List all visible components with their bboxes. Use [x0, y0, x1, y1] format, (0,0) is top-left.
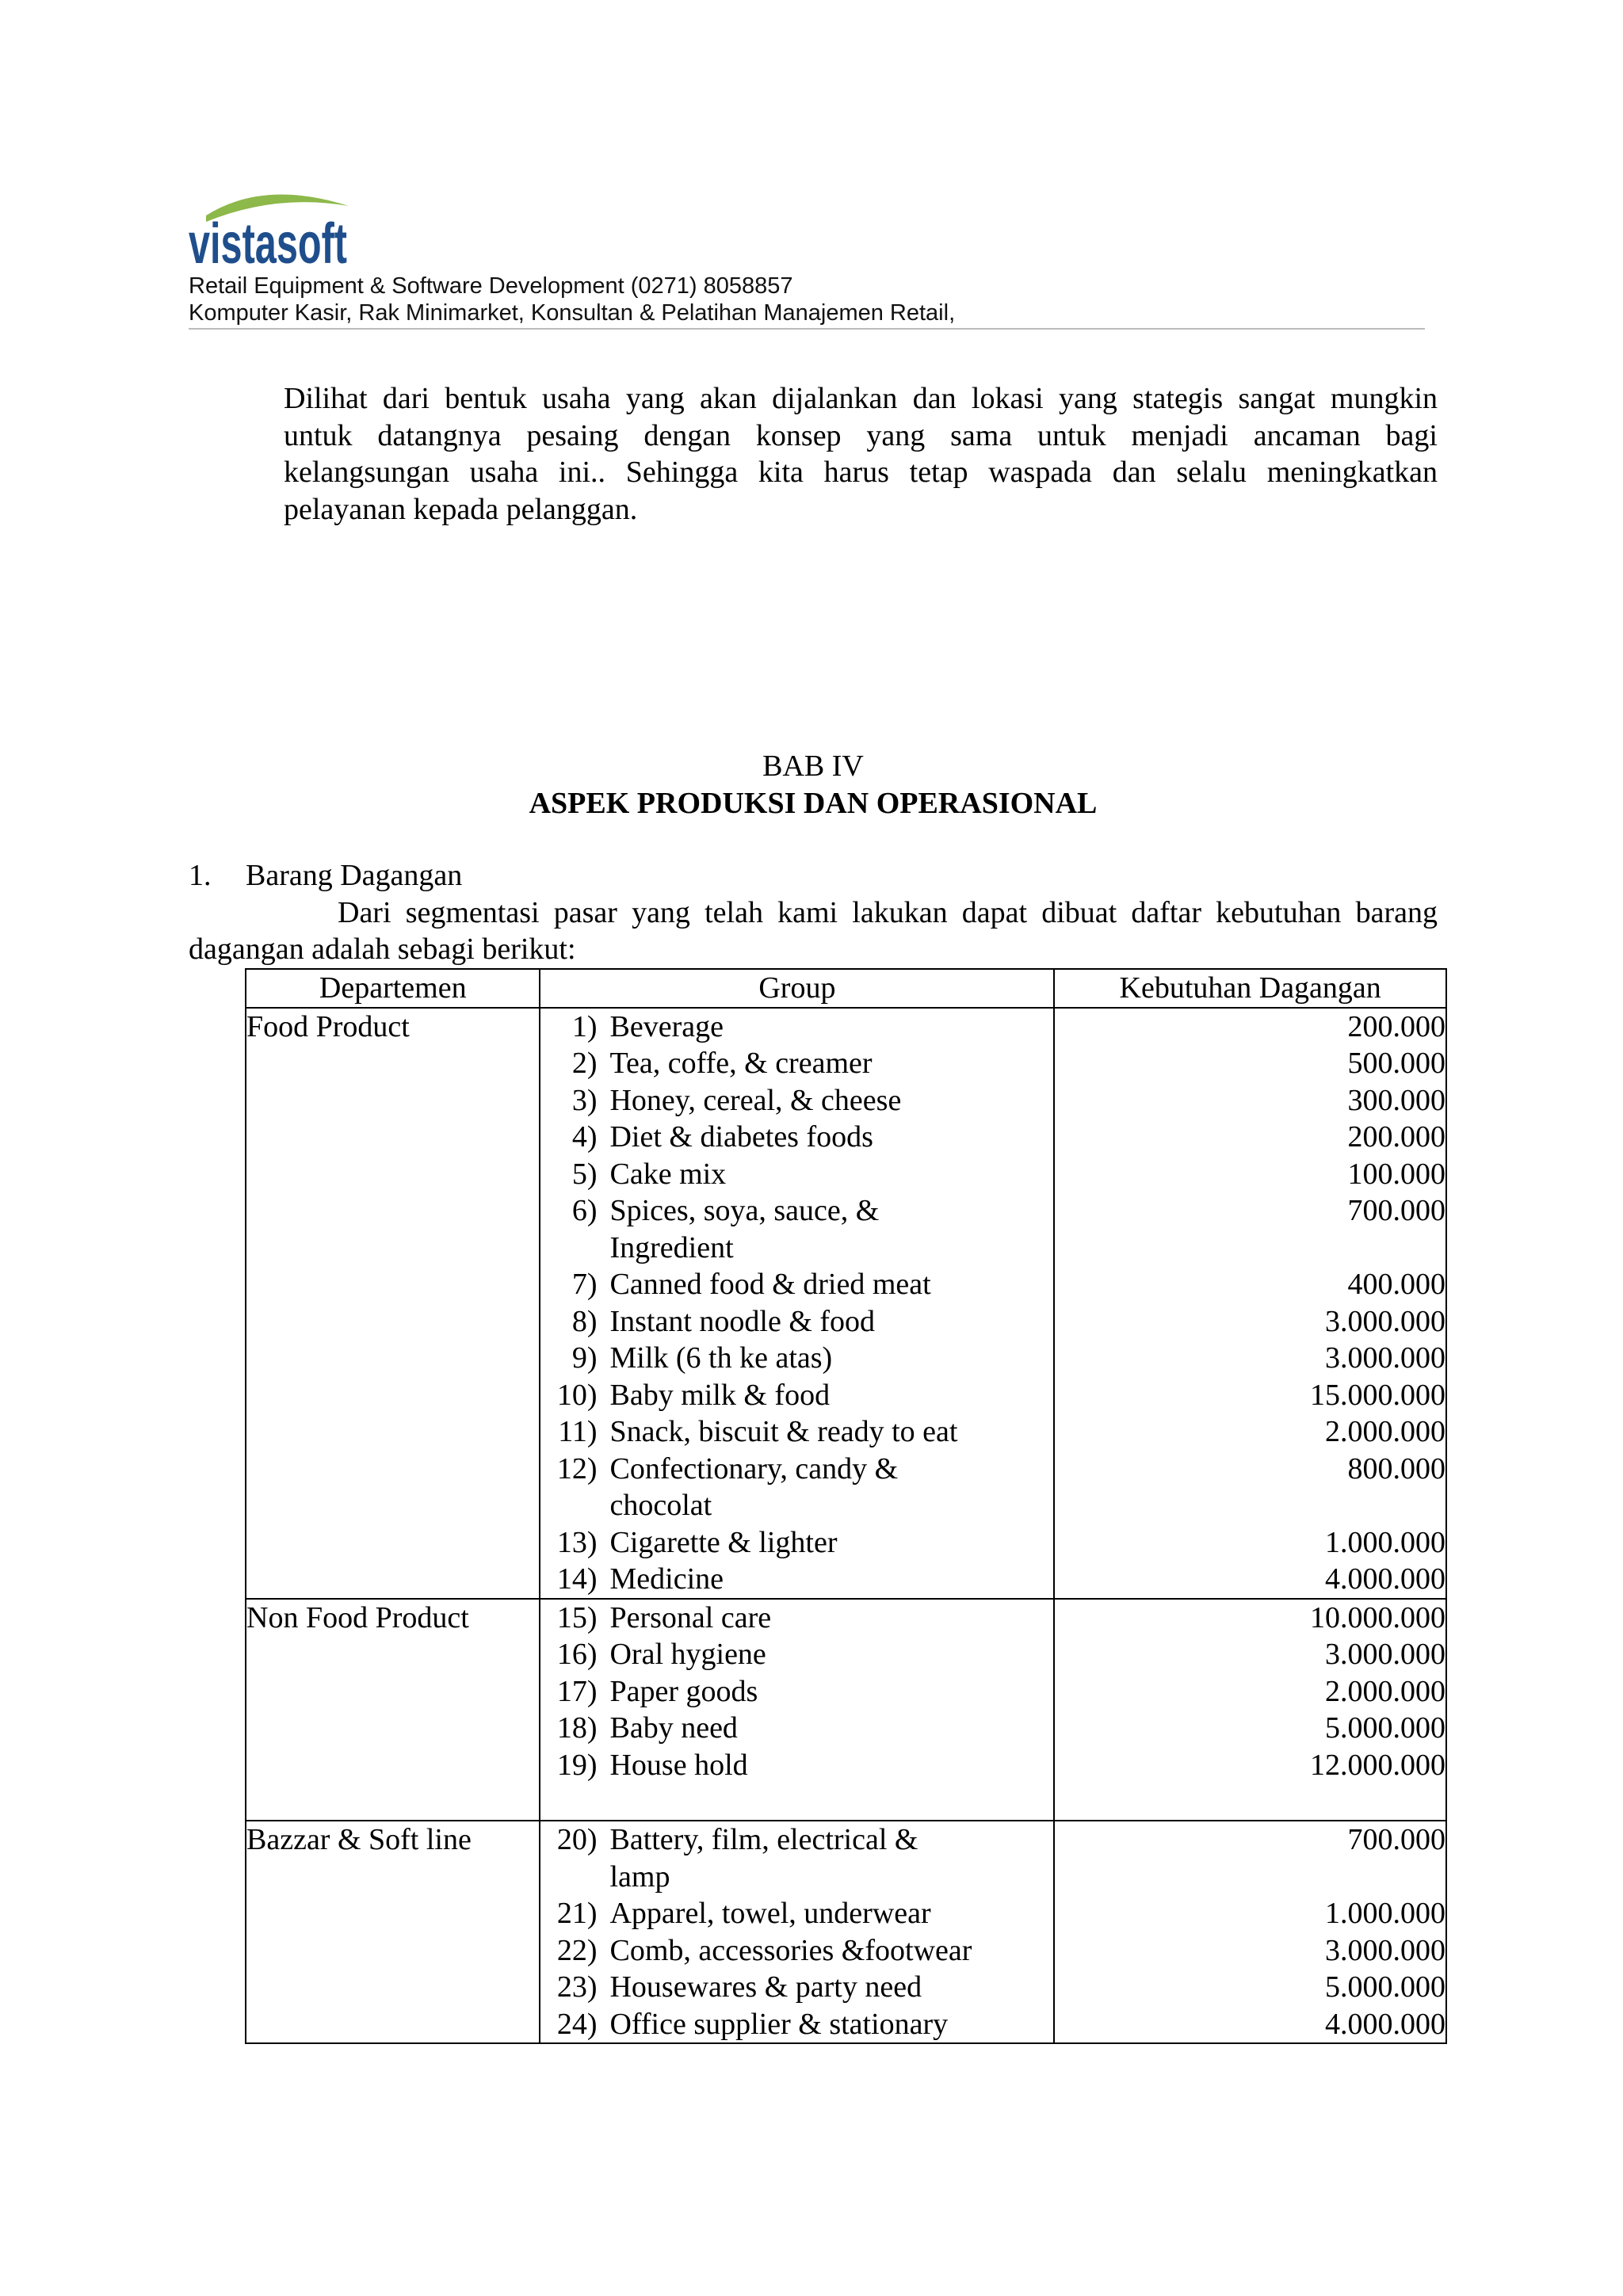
- group-cell: [540, 1599, 1054, 1637]
- group-cell: [540, 1636, 1054, 1673]
- group-item: [540, 1969, 1053, 2006]
- group-item: [540, 1451, 1053, 1524]
- vistasoft-logo: [189, 184, 355, 276]
- group-label: Baby milk & food: [609, 1378, 831, 1412]
- kebutuhan-value: 12.000.000: [1054, 1747, 1446, 1784]
- group-item: [540, 1747, 1053, 1784]
- table-row: [246, 1082, 1446, 1119]
- group-number: 6): [571, 1194, 598, 1227]
- department-cell: [246, 1710, 540, 1747]
- group-cell: [540, 1710, 1054, 1747]
- group-label-wrap: [609, 1045, 1053, 1082]
- group-label: Medicine: [609, 1562, 724, 1596]
- group-item: [540, 1821, 1053, 1895]
- table-header-row: [246, 969, 1446, 1008]
- group-cell: [540, 1673, 1054, 1711]
- department-cell: [246, 1303, 540, 1341]
- group-label: Personal care: [609, 1600, 772, 1634]
- group-label: Housewares & party need: [609, 1970, 922, 2004]
- group-cell: [540, 1082, 1054, 1119]
- logo-text: vistasoft: [189, 212, 348, 276]
- group-item: [540, 1561, 1053, 1598]
- group-number: 9): [571, 1341, 598, 1375]
- empty-cell: [1054, 1783, 1446, 1821]
- kebutuhan-value: 500.000: [1054, 1045, 1446, 1082]
- kebutuhan-value: 15.000.000: [1054, 1377, 1446, 1414]
- group-number: 24): [556, 2007, 598, 2041]
- group-label: Baby need: [609, 1711, 738, 1745]
- group-item: [540, 1600, 1053, 1637]
- group-number: 22): [556, 1933, 598, 1967]
- group-label-wrap: [609, 1747, 1053, 1784]
- kebutuhan-value: 3.000.000: [1054, 1303, 1446, 1341]
- department-cell: [246, 1192, 540, 1266]
- group-label-wrap: [609, 1821, 1053, 1895]
- table-row: [246, 1266, 1446, 1303]
- kebutuhan-value: 3.000.000: [1054, 1340, 1446, 1377]
- group-label: Instant noodle & food: [609, 1304, 876, 1338]
- group-label-wrap: [609, 2006, 1053, 2043]
- group-cell: [540, 1266, 1054, 1303]
- group-label: Cigarette & lighter: [609, 1525, 838, 1559]
- group-label-wrap: [609, 1156, 1053, 1193]
- header-kebutuhan: Kebutuhan Dagangan: [1054, 969, 1446, 1008]
- group-number: 19): [556, 1748, 598, 1782]
- table-row: [246, 1451, 1446, 1524]
- group-cell: [540, 1561, 1054, 1599]
- group-label-wrap: [609, 1303, 1053, 1341]
- group-label: Paper goods: [609, 1674, 758, 1708]
- group-number: 16): [556, 1638, 598, 1671]
- kebutuhan-value: 300.000: [1054, 1082, 1446, 1119]
- group-label-wrap: [609, 1119, 1053, 1156]
- table-row: [246, 1303, 1446, 1341]
- group-item: [540, 1636, 1053, 1673]
- goods-table-body: [246, 969, 1446, 2043]
- group-number: 10): [556, 1378, 598, 1412]
- table-row: [246, 1599, 1446, 1637]
- empty-cell: [246, 1783, 540, 1821]
- department-cell: [246, 2006, 540, 2044]
- group-item: [540, 1266, 1053, 1303]
- group-label: Snack, biscuit & ready to eat: [609, 1415, 958, 1448]
- group-label: Tea, coffe, & creamer: [609, 1047, 873, 1080]
- page-header: [189, 184, 1425, 330]
- group-label: Cake mix: [609, 1157, 727, 1191]
- group-number: 15): [556, 1600, 598, 1634]
- department-cell: [246, 1524, 540, 1562]
- table-row: [246, 1636, 1446, 1673]
- group-label: Office supplier & stationary: [609, 2007, 949, 2041]
- group-label: Canned food & dried meat: [609, 1268, 931, 1301]
- intro-line: untuk datangnya pesaing dengan konsep yang sama untuk menjadi ancaman bagi: [284, 418, 1438, 452]
- group-label-wrap: [609, 1524, 1053, 1562]
- department-cell: [246, 1451, 540, 1524]
- group-label-wrap: [609, 1377, 1053, 1414]
- department-cell: [246, 1673, 540, 1711]
- department-cell: [246, 1747, 540, 1784]
- section-heading: [189, 857, 1438, 894]
- table-row: [246, 1932, 1446, 1970]
- table-row: [246, 1673, 1446, 1711]
- group-cell: [540, 1747, 1054, 1784]
- group-label: Comb, accessories &footwear: [609, 1933, 972, 1967]
- header-divider: [189, 328, 1425, 330]
- group-label-wrap: [609, 1969, 1053, 2006]
- department-cell: [246, 1377, 540, 1414]
- kebutuhan-value: 3.000.000: [1054, 1636, 1446, 1673]
- table-row: [246, 1377, 1446, 1414]
- kebutuhan-value: 3.000.000: [1054, 1932, 1446, 1970]
- group-item: [540, 1303, 1053, 1341]
- department-cell: [246, 1969, 540, 2006]
- group-cell: [540, 1008, 1054, 1046]
- group-label-wrap: [609, 1636, 1053, 1673]
- header-services-line: Komputer Kasir, Rak Minimarket, Konsultan & Pelatihan Manajemen Retail,: [189, 300, 956, 326]
- group-number: 7): [571, 1268, 598, 1301]
- group-label-wrap: [609, 1600, 1053, 1637]
- table-row: [246, 1821, 1446, 1895]
- kebutuhan-value: 1.000.000: [1054, 1524, 1446, 1562]
- group-label: Spices, soya, sauce, &: [609, 1194, 880, 1227]
- group-label-wrap: [609, 1009, 1053, 1046]
- department-cell: [246, 1932, 540, 1970]
- group-cell: [540, 1895, 1054, 1932]
- group-cell: [540, 1377, 1054, 1414]
- group-item: [540, 2006, 1053, 2043]
- chapter-subtitle: ASPEK PRODUKSI DAN OPERASIONAL: [529, 786, 1098, 820]
- group-number: 23): [556, 1970, 598, 2004]
- group-number: 18): [556, 1711, 598, 1745]
- header-contact-line: Retail Equipment & Software Development (0271) 8058857: [189, 273, 793, 299]
- group-item: [540, 1156, 1053, 1193]
- group-number: 4): [571, 1120, 598, 1154]
- kebutuhan-value: 2.000.000: [1054, 1413, 1446, 1451]
- group-number: 21): [556, 1897, 598, 1930]
- group-label-wrap: [609, 1561, 1053, 1598]
- group-label: House hold: [609, 1748, 748, 1782]
- department-cell: [246, 1082, 540, 1119]
- group-number: 11): [558, 1415, 598, 1448]
- group-cell: [540, 1821, 1054, 1895]
- kebutuhan-value: 400.000: [1054, 1266, 1446, 1303]
- group-cell: [540, 1119, 1054, 1156]
- table-spacer-row: [246, 1783, 1446, 1821]
- kebutuhan-value: 5.000.000: [1054, 1710, 1446, 1747]
- department-name: Non Food Product: [246, 1599, 540, 1637]
- group-cell: [540, 1969, 1054, 2006]
- kebutuhan-value: 1.000.000: [1054, 1895, 1446, 1932]
- table-row: [246, 1340, 1446, 1377]
- header-departemen: Departemen: [246, 969, 540, 1008]
- department-name: Bazzar & Soft line: [246, 1821, 540, 1895]
- table-row: [246, 1192, 1446, 1266]
- group-label: Confectionary, candy &: [609, 1451, 899, 1486]
- intro-line: kelangsungan usaha ini.. Sehingga kita harus tetap waspada dan selalu meningkatkan: [284, 456, 1438, 489]
- group-number: 8): [571, 1304, 598, 1338]
- group-label-wrap: [609, 1340, 1053, 1377]
- table-row: [246, 1119, 1446, 1156]
- group-number: 20): [556, 1823, 598, 1856]
- group-number: 1): [571, 1009, 598, 1043]
- group-cell: [540, 1524, 1054, 1562]
- group-label: Battery, film, electrical &: [609, 1823, 918, 1856]
- group-cell: [540, 1156, 1054, 1193]
- section-title: Barang Dagangan: [246, 859, 463, 892]
- table-row: [246, 1747, 1446, 1784]
- group-label: Oral hygiene: [609, 1638, 766, 1671]
- department-cell: [246, 1266, 540, 1303]
- group-cell: [540, 2006, 1054, 2044]
- department-cell: [246, 1156, 540, 1193]
- table-row: [246, 1895, 1446, 1932]
- group-number: 14): [556, 1562, 598, 1596]
- group-item: [540, 1710, 1053, 1747]
- table-row: [246, 1561, 1446, 1599]
- table-row: [246, 1156, 1446, 1193]
- group-cell: [540, 1045, 1054, 1082]
- group-item: [540, 1524, 1053, 1562]
- group-label: Beverage: [609, 1009, 724, 1043]
- group-item: [540, 1895, 1053, 1932]
- group-label: Apparel, towel, underwear: [609, 1897, 931, 1930]
- kebutuhan-value: 10.000.000: [1054, 1599, 1446, 1637]
- group-item: [540, 1673, 1053, 1711]
- table-row: [246, 1008, 1446, 1046]
- department-cell: [246, 1561, 540, 1599]
- kebutuhan-value: 200.000: [1054, 1119, 1446, 1156]
- group-item: [540, 1377, 1053, 1414]
- group-label-continued: Ingredient: [609, 1230, 734, 1264]
- chapter-heading: [189, 748, 1438, 822]
- group-item: [540, 1082, 1053, 1119]
- table-row: [246, 2006, 1446, 2044]
- group-number: 17): [556, 1674, 598, 1708]
- group-label-wrap: [609, 1710, 1053, 1747]
- group-item: [540, 1340, 1053, 1377]
- table-row: [246, 1524, 1446, 1562]
- section-paragraph: [189, 894, 1438, 968]
- section-paragraph-line: Dari segmentasi pasar yang telah kami lakukan dapat dibuat daftar kebutuhan barang: [338, 895, 1438, 929]
- kebutuhan-value: 800.000: [1054, 1451, 1446, 1524]
- table-row: [246, 1413, 1446, 1451]
- group-number: 5): [571, 1157, 598, 1191]
- table-row: [246, 1969, 1446, 2006]
- department-cell: [246, 1413, 540, 1451]
- group-item: [540, 1045, 1053, 1082]
- group-cell: [540, 1451, 1054, 1524]
- group-number: 13): [556, 1525, 598, 1559]
- chapter-title: BAB IV: [762, 749, 864, 783]
- intro-line: Dilihat dari bentuk usaha yang akan dijalankan dan lokasi yang stategis sangat mungkin: [284, 382, 1438, 415]
- kebutuhan-value: 100.000: [1054, 1156, 1446, 1193]
- group-item: [540, 1413, 1053, 1451]
- group-number: 12): [556, 1451, 598, 1486]
- table-row: [246, 1045, 1446, 1082]
- group-item: [540, 1192, 1053, 1266]
- kebutuhan-value: 5.000.000: [1054, 1969, 1446, 2006]
- group-cell: [540, 1340, 1054, 1377]
- kebutuhan-value: 4.000.000: [1054, 2006, 1446, 2044]
- group-label-wrap: [609, 1192, 1053, 1266]
- group-cell: [540, 1413, 1054, 1451]
- group-label-continued: chocolat: [609, 1489, 712, 1522]
- group-label-wrap: [609, 1413, 1053, 1451]
- kebutuhan-value: 700.000: [1054, 1192, 1446, 1266]
- group-item: [540, 1119, 1053, 1156]
- section-barang-dagangan: [189, 857, 1438, 968]
- kebutuhan-value: 2.000.000: [1054, 1673, 1446, 1711]
- group-number: 3): [571, 1083, 598, 1117]
- header-group: Group: [540, 969, 1054, 1008]
- department-cell: [246, 1119, 540, 1156]
- group-label-wrap: [609, 1895, 1053, 1932]
- department-name: Food Product: [246, 1008, 540, 1046]
- group-label-wrap: [609, 1082, 1053, 1119]
- group-cell: [540, 1932, 1054, 1970]
- intro-paragraph: [284, 380, 1438, 528]
- department-cell: [246, 1045, 540, 1082]
- group-label-wrap: [609, 1266, 1053, 1303]
- kebutuhan-value: 200.000: [1054, 1008, 1446, 1046]
- group-label-wrap: [609, 1673, 1053, 1711]
- section-number: 1.: [189, 859, 212, 892]
- group-label-wrap: [609, 1932, 1053, 1970]
- kebutuhan-value: 700.000: [1054, 1821, 1446, 1895]
- department-cell: [246, 1340, 540, 1377]
- group-label: Honey, cereal, & cheese: [609, 1083, 902, 1117]
- department-cell: [246, 1895, 540, 1932]
- kebutuhan-value: 4.000.000: [1054, 1561, 1446, 1599]
- group-label-wrap: [609, 1451, 1053, 1524]
- goods-table: [245, 968, 1447, 2044]
- empty-cell: [540, 1783, 1054, 1821]
- group-label: Diet & diabetes foods: [609, 1120, 873, 1154]
- section-paragraph-line: dagangan adalah sebagi berikut:: [189, 933, 576, 966]
- table-row: [246, 1710, 1446, 1747]
- group-label-continued: lamp: [609, 1859, 670, 1894]
- group-number: 2): [571, 1047, 598, 1080]
- department-cell: [246, 1636, 540, 1673]
- group-item: [540, 1932, 1053, 1970]
- group-label: Milk (6 th ke atas): [609, 1341, 833, 1375]
- group-cell: [540, 1192, 1054, 1266]
- group-item: [540, 1009, 1053, 1046]
- group-cell: [540, 1303, 1054, 1341]
- intro-line: pelayanan kepada pelanggan.: [284, 492, 638, 526]
